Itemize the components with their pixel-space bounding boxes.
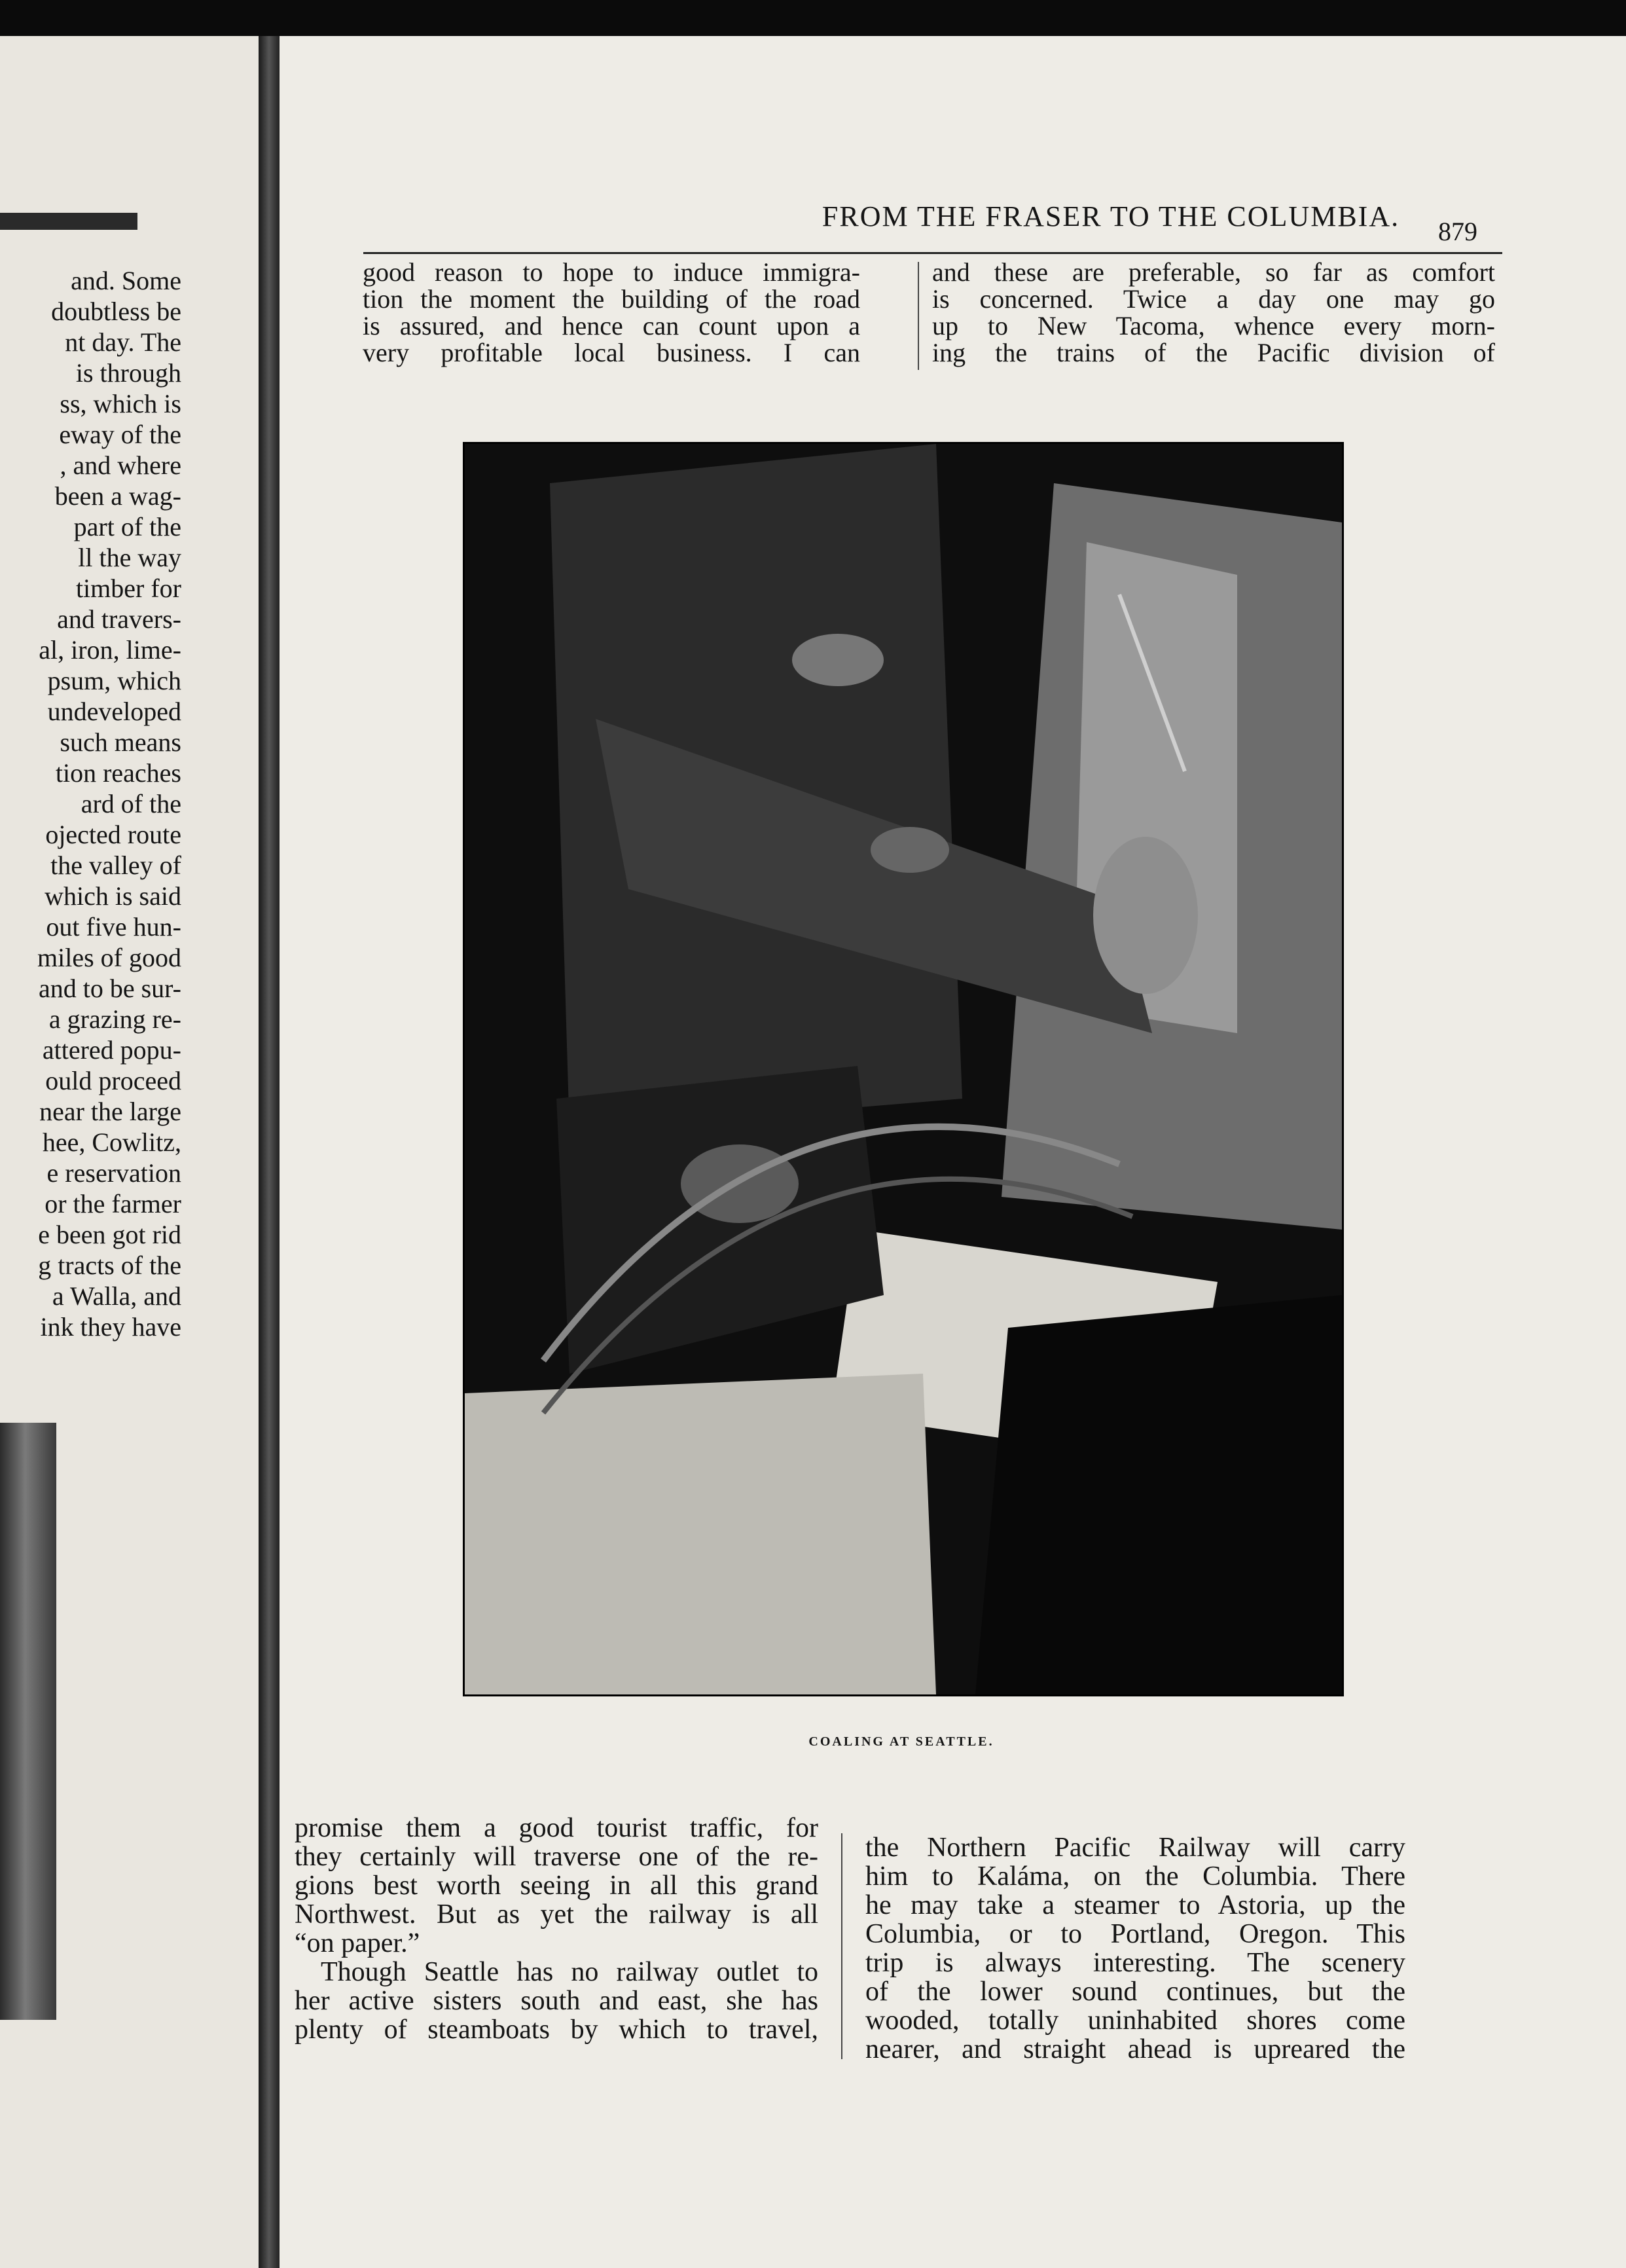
text-line: nt day. The bbox=[65, 327, 181, 357]
text-line: ojected route bbox=[45, 820, 181, 849]
text-line: plenty of steamboats by which to travel, bbox=[295, 2015, 818, 2045]
text-line: eway of the bbox=[59, 420, 181, 449]
text-line: and. Some bbox=[71, 266, 181, 295]
text-line: been a wag- bbox=[54, 481, 181, 511]
text-line: promise them a good tourist traffic, for bbox=[295, 1813, 818, 1843]
text-line: and these are preferable, so far as comfort bbox=[932, 257, 1495, 287]
text-line: ard of the bbox=[81, 789, 181, 818]
text-line: or the farmer bbox=[45, 1189, 181, 1218]
text-line: Northwest. But as yet the railway is all bbox=[295, 1899, 818, 1930]
left-page bbox=[0, 36, 259, 2268]
book-gutter bbox=[259, 36, 280, 2268]
scan-edge bbox=[0, 0, 1626, 39]
left-page-header-rule bbox=[0, 213, 137, 230]
text-line: her active sisters south and east, she has bbox=[295, 1986, 818, 2016]
text-line: doubtless be bbox=[51, 297, 181, 326]
engraving-illustration bbox=[463, 442, 1344, 1696]
left-page-text-fragments bbox=[0, 265, 181, 1342]
text-line: such means bbox=[60, 727, 181, 757]
text-line: e been got rid bbox=[38, 1220, 181, 1249]
column-rule bbox=[918, 262, 919, 370]
text-line: tion the moment the building of the road bbox=[363, 284, 860, 314]
text-line: is assured, and hence can count upon a bbox=[363, 311, 860, 340]
text-line: the valley of bbox=[50, 850, 181, 880]
bottom-right-column bbox=[865, 1833, 1405, 2064]
text-line: a Walla, and bbox=[52, 1281, 181, 1311]
text-line: very profitable local business. I can bbox=[363, 338, 860, 367]
text-line: is through bbox=[75, 358, 181, 388]
text-line: the Northern Pacific Railway will carry bbox=[865, 1833, 1405, 1863]
text-line: he may take a steamer to Astoria, up the bbox=[865, 1890, 1405, 1920]
text-line: g tracts of the bbox=[38, 1251, 181, 1280]
text-line: ing the trains of the Pacific division of bbox=[932, 338, 1495, 367]
text-line: trip is always interesting. The scenery bbox=[865, 1948, 1405, 1978]
text-line: miles of good bbox=[37, 943, 181, 972]
text-line: timber for bbox=[75, 574, 181, 603]
text-line: is concerned. Twice a day one may go bbox=[932, 284, 1495, 314]
text-line: up to New Tacoma, whence every morn- bbox=[932, 311, 1495, 340]
text-line: part of the bbox=[73, 512, 181, 541]
top-right-column bbox=[932, 259, 1495, 366]
text-line: “on paper.” bbox=[295, 1928, 420, 1958]
column-rule bbox=[841, 1833, 842, 2059]
text-line: near the large bbox=[39, 1097, 181, 1126]
text-line: ll the way bbox=[78, 543, 181, 572]
engraving-artwork bbox=[465, 444, 1342, 1694]
text-line: al, iron, lime- bbox=[39, 635, 181, 665]
text-line: a grazing re- bbox=[48, 1004, 181, 1034]
text-line: Though Seattle has no railway outlet to bbox=[321, 1957, 818, 1987]
text-line: ss, which is bbox=[60, 389, 181, 418]
text-line: out five hun- bbox=[46, 912, 181, 942]
text-line: him to Kaláma, on the Columbia. There bbox=[865, 1861, 1405, 1892]
text-line: good reason to hope to induce immigra- bbox=[363, 257, 860, 287]
bottom-left-column bbox=[295, 1814, 818, 2044]
running-head: FROM THE FRASER TO THE COLUMBIA. bbox=[822, 200, 1400, 232]
text-line: wooded, totally uninhabited shores come bbox=[865, 2005, 1405, 2036]
text-line: ink they have bbox=[40, 1312, 181, 1342]
left-page-engraving-fragment bbox=[0, 1423, 56, 2020]
text-line: which is said bbox=[45, 881, 181, 911]
right-page bbox=[280, 36, 1626, 2268]
text-line: nearer, and straight ahead is upreared the bbox=[865, 2034, 1405, 2064]
text-line: psum, which bbox=[47, 666, 181, 695]
text-line: of the lower sound continues, but the bbox=[865, 1977, 1405, 2007]
text-line: tion reaches bbox=[55, 758, 181, 788]
text-line: they certainly will traverse one of the re- bbox=[295, 1842, 818, 1872]
header-rule bbox=[363, 252, 1502, 254]
text-line: attered popu- bbox=[42, 1035, 181, 1065]
text-line: Columbia, or to Portland, Oregon. This bbox=[865, 1919, 1405, 1949]
text-line: and travers- bbox=[57, 604, 181, 634]
text-line: gions best worth seeing in all this grand bbox=[295, 1871, 818, 1901]
text-line: hee, Cowlitz, bbox=[42, 1127, 181, 1157]
illustration-caption: COALING AT SEATTLE. bbox=[808, 1734, 994, 1749]
text-line: undeveloped bbox=[47, 697, 181, 726]
text-line: ould proceed bbox=[45, 1066, 181, 1095]
page-number: 879 bbox=[1438, 217, 1477, 246]
text-line: and to be sur- bbox=[38, 974, 181, 1003]
top-left-column bbox=[363, 259, 860, 366]
text-line: e reservation bbox=[46, 1158, 181, 1188]
text-line: , and where bbox=[60, 450, 181, 480]
